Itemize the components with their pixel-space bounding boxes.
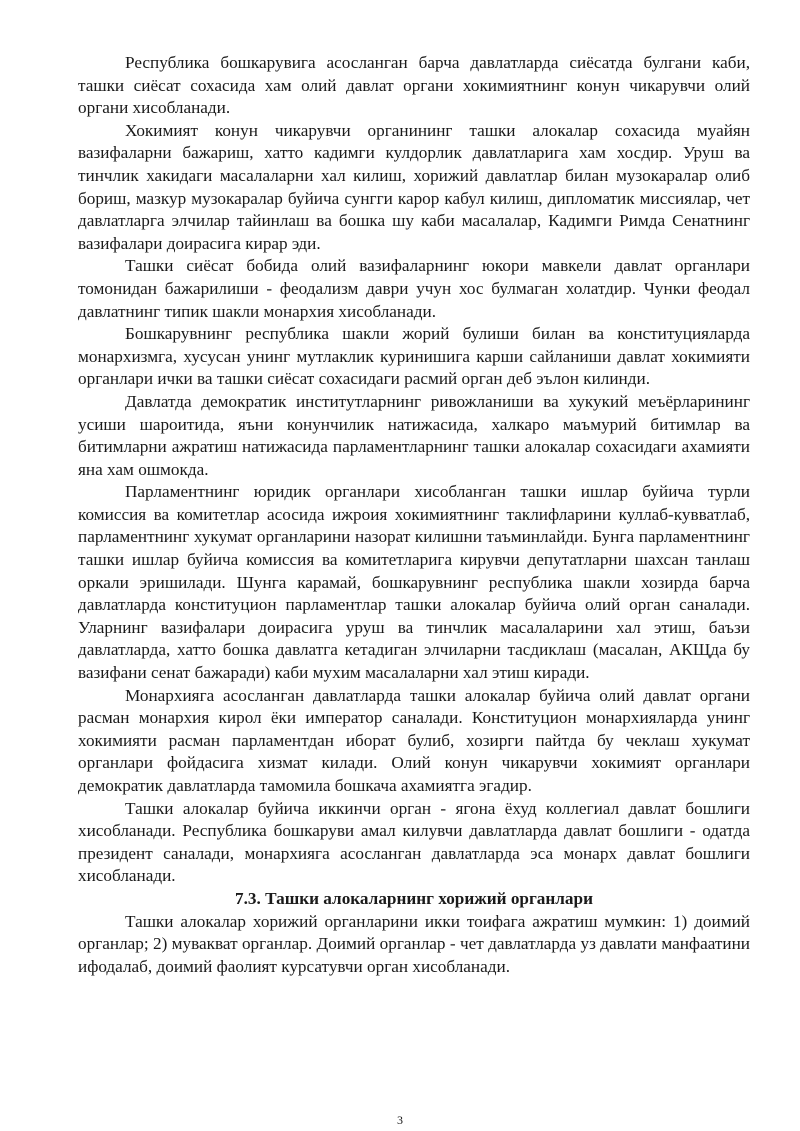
paragraph-3: Ташки сиёсат бобида олий вазифаларнинг юкори мавкели давлат органлари томонидан бажарилиши - феодализм даври учун хос булмаган холатдир. Чунки феодал давлатнинг типик шакли монархия хисобланади. (78, 256, 750, 321)
section-heading: 7.3. Ташки алокаларнинг хорижий органлари (234, 888, 593, 908)
paragraph-2: Хокимият конун чикарувчи органининг ташки алокалар сохасида муайян вазифаларни бажариш, хатто кадимги кулдорлик давлатларига хам хосдир. Уруш ва тинчлик хакидаги масалаларни хал килиш, хорижий давлатлар билан музокаралар олиб бориш, мазкур музокаралар буйича сунгги карор кабул килиш, дипломатик миссиялар, чет давлатларга элчилар тайинлаш ва бошка шу каби масалалар, Кадимги Римда Сенатнинг вазифалари доирасига кирар эди. (78, 120, 750, 253)
page-number: 3 (397, 1113, 403, 1127)
document-page (78, 52, 750, 978)
paragraph-7: Монархияга асосланган давлатларда ташки алокалар буйича олий давлат органи расман монархия кирол ёки император саналади. Конституцион монархияларда унинг хокимияти расман парламентдан иборат булиб, хозирги пайтда бу чеклаш хукумат органлари фойдасига хизмат килади. Олий конун чикарувчи хокимият органлари демократик давлатларда тамомила бошкача ахамиятга эгадир. (78, 685, 750, 795)
paragraph-1: Республика бошкарувига асосланган барча давлатларда сиёсатда булгани каби, ташки сиёсат сохасида хам олий давлат органи хокимиятнинг конун чикарувчи олий органи хисобланади. (78, 53, 750, 118)
paragraph-5: Давлатда демократик институтларнинг ривожланиши ва хукукий меъёрларининг усиши шароитида, яъни конунчилик натижасида, халкаро маъмурий битимлар ва битимларни ажратиш натижасида парламентларнинг ташки алокалар сохасидаги ахамияти яна хам ошмокда. (78, 391, 750, 479)
paragraph-6: Парламентнинг юридик органлари хисобланган ташки ишлар буйича турли комиссия ва комитетлар асосида ижроия хокимиятнинг таклифларини куллаб-кувватлаб, парламентнинг хукумат органларини назорат килишни таъминлайди. Бунга парламентнинг ташки ишлар буйича комиссия ва комитетларига кирувчи депутатларни шахсан танлаш оркали эришилади. Шунга карамай, бошкарувнинг республика шакли хозирда барча давлатларда конституцион парламентлар ташки алокалар буйича олий орган саналади. Уларнинг вазифалари доирасига уруш ва тинчлик масалаларини хал этиш, баъзи давлатларда, хатто бошка давлатга кетадиган элчиларни тасдиклаш (масалан, АКЩда бу вазифани сенат бажаради) каби мухим масалаларни хал этиш киради. (78, 482, 750, 683)
paragraph-9: Ташки алокалар хорижий органларини икки тоифага ажратиш мумкин: 1) доимий органлар; 2) мувакват органлар. Доимий органлар - чет давлатларда уз давлати манфаатини ифодалаб, доимий фаолият курсатувчи орган хисобланади. (78, 911, 750, 976)
paragraph-4: Бошкарувнинг республика шакли жорий булиши билан ва конституцияларда монархизмга, хусусан унинг мутлаклик куринишига карши сайланиши давлат хокимияти органлари ички ва ташки сиёсат сохасидаги расмий орган деб эълон килинди. (78, 324, 750, 389)
paragraph-8: Ташки алокалар буйича иккинчи орган - ягона ёхуд коллегиал давлат бошлиги хисобланади. Республика бошкаруви амал килувчи давлатларда давлат бошлиги - одатда президент саналади, монархияга асосланган давлатларда эса монарх давлат бошлиги хисобланади. (78, 798, 750, 886)
